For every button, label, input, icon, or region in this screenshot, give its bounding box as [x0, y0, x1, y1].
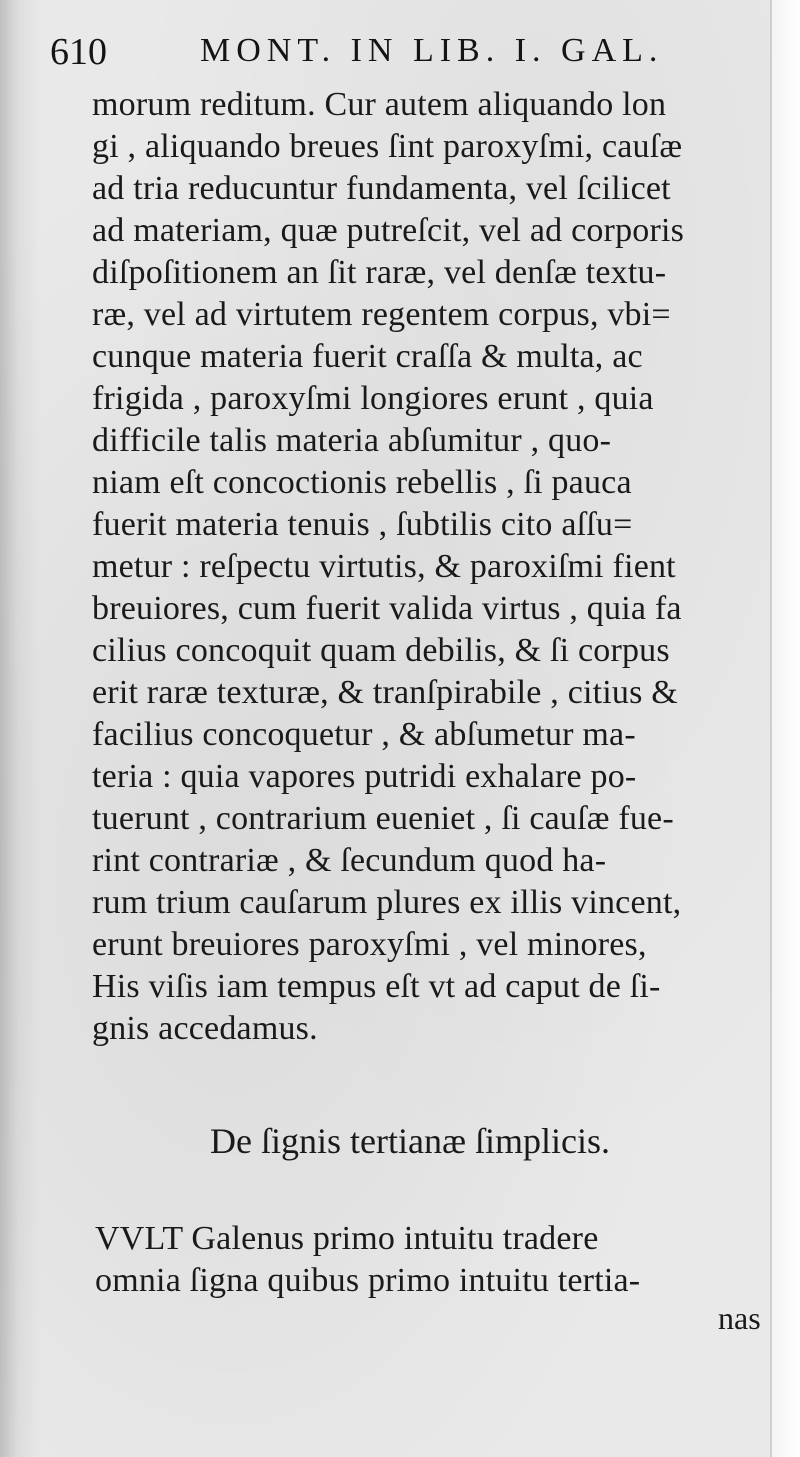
text-line: metur : reſpectu virtutis, & paroxiſmi fient [92, 548, 676, 585]
text-line: gnis accedamus. [92, 1010, 318, 1047]
text-line: difficile talis materia abſumitur , quo- [92, 422, 612, 459]
text-line: frigida , paroxyſmi longiores erunt , quia [92, 380, 654, 417]
text-line: breuiores, cum fuerit valida virtus , quia fa [92, 590, 682, 627]
text-line: erit raræ texturæ, & tranſpirabile , citius & [92, 674, 678, 711]
text-line: cilius concoquit quam debilis, & ſi corpus [92, 632, 670, 669]
section-heading: De ſignis tertianæ ſimplicis. [210, 1121, 610, 1161]
text-line: gi , aliquando breues ſint paroxyſmi, cauſæ [92, 128, 683, 165]
text-line: ræ, vel ad virtutem regentem corpus, vbi= [92, 296, 671, 333]
text-line: fuerit materia tenuis , ſubtilis cito aſſu= [92, 506, 633, 543]
text-line: diſpoſitionem an ſit raræ, vel denſæ textu- [92, 254, 667, 291]
text-line: morum reditum. Cur autem aliquando lon [92, 86, 667, 123]
paragraph-1 [92, 84, 770, 1050]
text-line: VVLT Galenus primo intuitu tradere [95, 1220, 599, 1257]
paragraph-2 [95, 1218, 765, 1302]
text-line: erunt breuiores paroxyſmi , vel minores, [92, 926, 647, 963]
text-line: omnia ſigna quibus primo intuitu tertia- [95, 1262, 641, 1299]
text-line: ad materiam, quæ putreſcit, vel ad corporis [92, 212, 685, 249]
text-line: facilius concoquetur , & abſumetur ma- [92, 716, 636, 753]
catchword: nas [718, 1300, 761, 1336]
page-margin [772, 0, 800, 1457]
text-line: rint contrariæ , & ſecundum quod ha- [92, 842, 607, 879]
text-line: rum trium cauſarum plures ex illis vincent, [92, 884, 682, 921]
text-line: tuerunt , contrarium eueniet , ſi cauſæ fue- [92, 800, 674, 837]
text-line: His viſis iam tempus eſt vt ad caput de ſi- [92, 968, 661, 1005]
text-line: teria : quia vapores putridi exhalare po- [92, 758, 637, 795]
text-line: cunque materia fuerit craſſa & multa, ac [92, 338, 643, 375]
page-header [50, 30, 750, 80]
running-title: MONT. IN LIB. I. GAL. [200, 32, 664, 69]
text-line: ad tria reducuntur fundamenta, vel ſcilicet [92, 170, 671, 207]
text-line: niam eſt concoctionis rebellis , ſi pauca [92, 464, 632, 501]
page-number: 610 [50, 31, 107, 73]
